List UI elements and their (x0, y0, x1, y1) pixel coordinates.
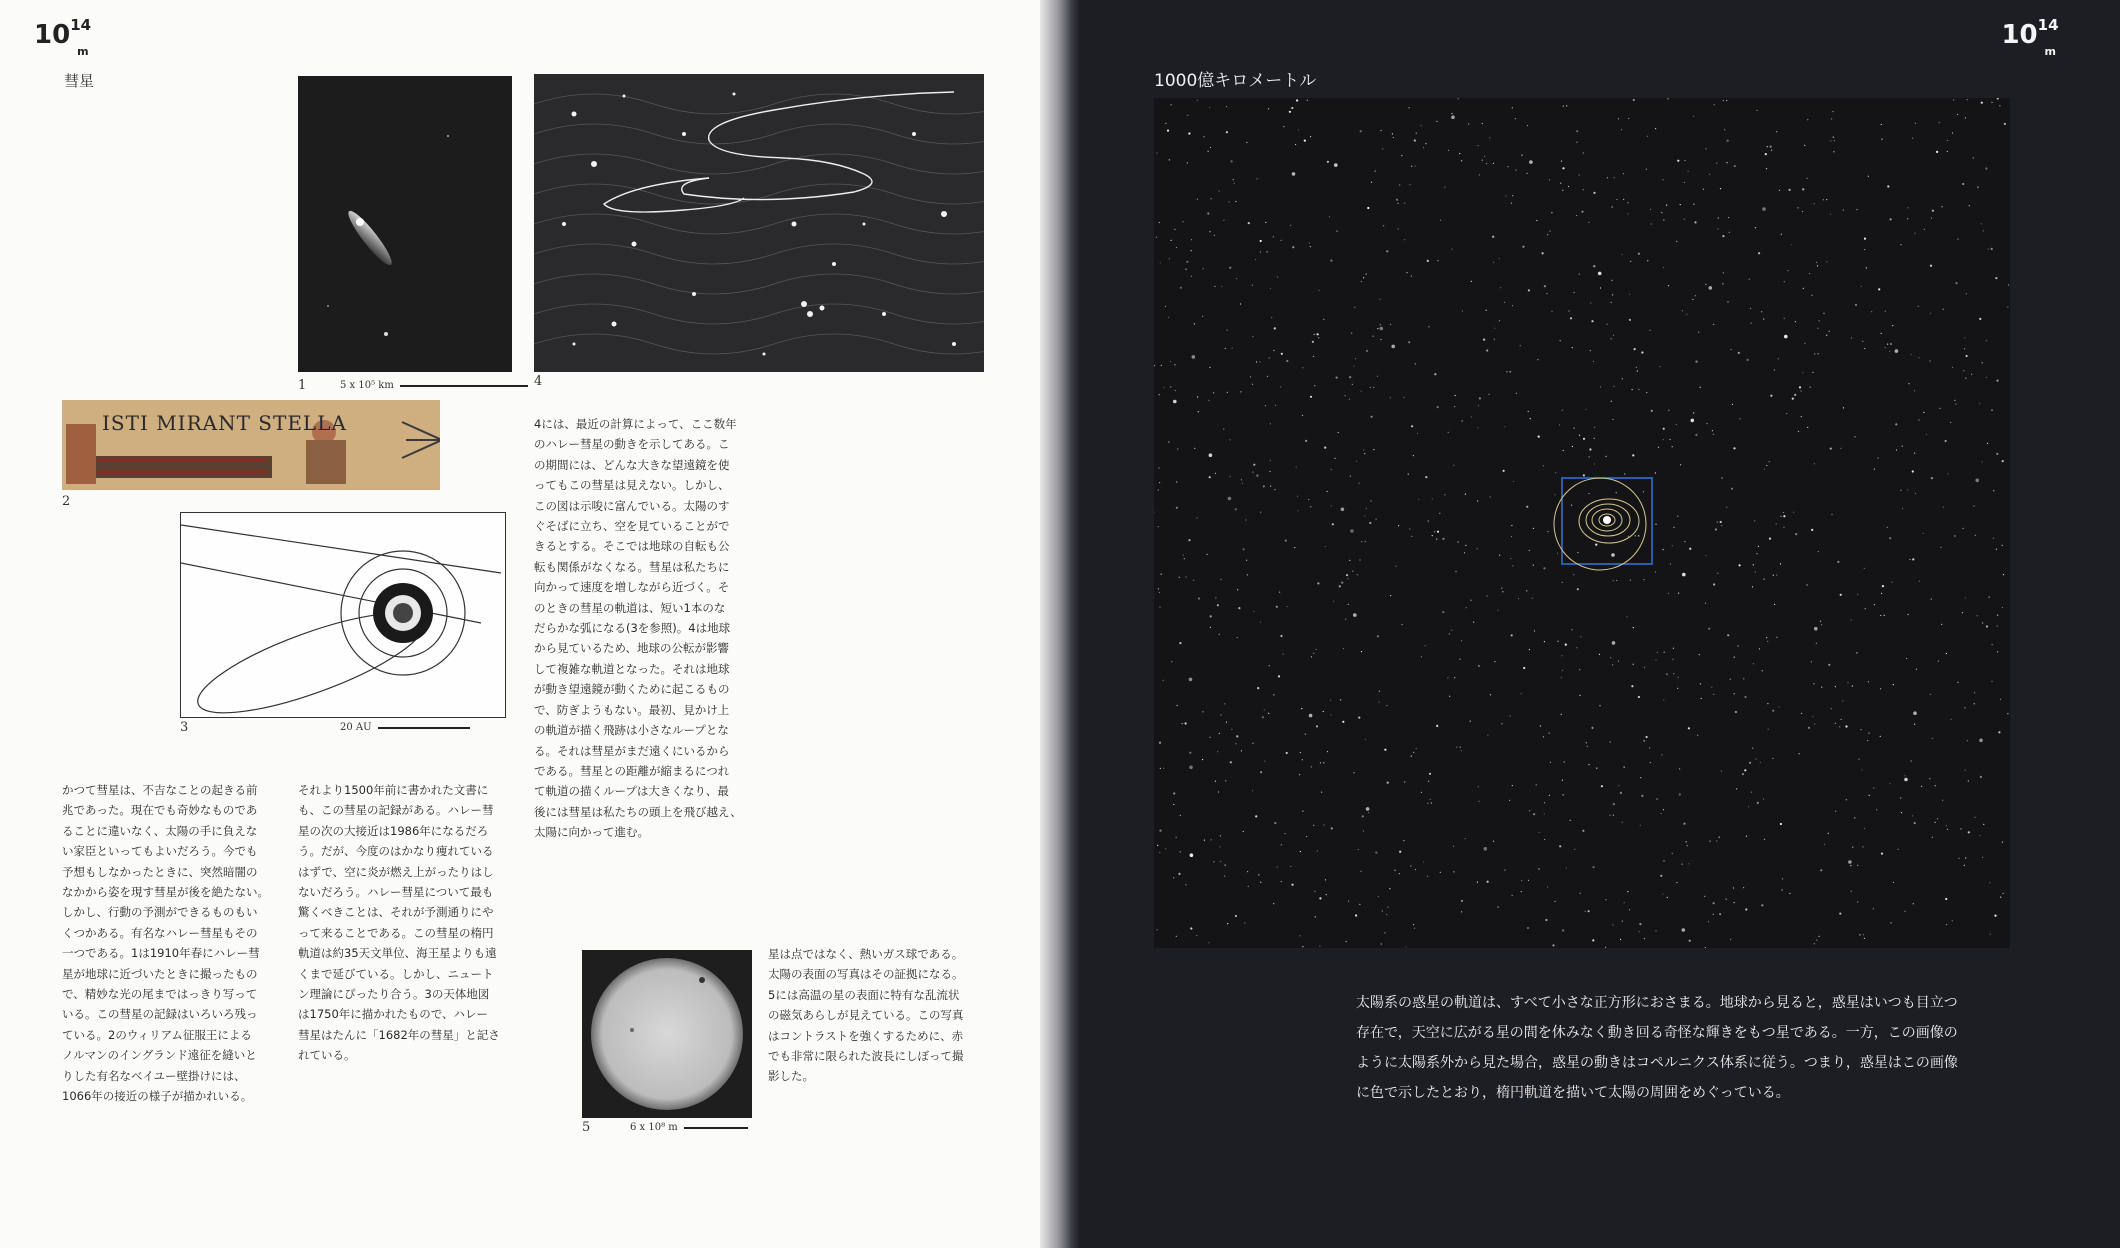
starfield-image (1154, 98, 2010, 948)
orbit-map-image (181, 513, 506, 718)
figure-1-comet-photo (298, 76, 512, 372)
sun-photo-image (582, 950, 752, 1118)
figure-1-scale-line (400, 385, 528, 387)
figure-3-scale-label: 20 AU (340, 722, 372, 733)
figure-2-bayeux-tapestry (62, 400, 440, 490)
figure-4-number: 4 (534, 374, 543, 389)
figure-3-orbit-map (180, 512, 506, 718)
tapestry-image (62, 400, 440, 490)
comet-photo-image (298, 76, 512, 372)
figure-5-scale-line (684, 1127, 748, 1129)
scale-heading-right: $10^{14}_m$ (2001, 16, 2059, 59)
figure-5-number: 5 (582, 1120, 591, 1135)
body-text-column-3: 4には、最近の計算によって、ここ数年 のハレー彗星の動きを示してある。こ の期間には、どんな大きな望遠鏡を使 ってもこの彗星は見えない。しかし、 この図は示唆に富んでいる。太陽のす ぐそばに立ち、空を見ていることがで きるとする。そこでは地球の自転も公 転も関係がなくなる。彗星は私たちに 向かって速度を増しながら近づく。そ のときの彗星の軌道は、短い1本のな だらかな弧になる(3を参照)。4は地球 から見ているため、地球の公転が影響 して複雑な軌道となった。それは地球 が動き望遠鏡が動くために起こるもの で、防ぎようもない。最初、見かけ上 の軌道が描く飛跡は小さなループとな る。それは彗星がまだ遠くにいるから である。彗星との距離が縮まるにつれ て軌道の描くループは大きくなり、最 後には彗星は私たちの頭上を飛び越え、 太陽に向かって進む。 (534, 417, 742, 840)
figure-3-scale-line (378, 727, 470, 729)
starfield-svg (1154, 98, 2010, 948)
figure-3-scalebar (340, 722, 470, 733)
figure-4-star-chart (534, 74, 984, 372)
tapestry-inscription: ISTI MIRANT STELLA (102, 411, 347, 435)
section-title-comet: 彗星 (64, 72, 95, 90)
figure-5-sun-photo (582, 950, 752, 1118)
sun-marker (1603, 516, 1611, 524)
figure-1-scalebar (340, 380, 528, 391)
body-text-column-2: それより1500年前に書かれた文書に も、この彗星の記録がある。ハレー彗 星の次の大接近は1986年になるだろ う。だが、今度のはかなり痩れている はずで、空に炎が燃え上がったりはし ないだろう。ハレー彗星について最も 驚くべきことは、それが予測通りにや って来ることである。この彗星の楕円 軌道は約35天文単位、海王星よりも遠 くまで延びている。しかし、ニュート ン理論にぴったり合う。3の天体地図 は1750年に描かれたもので、ハレー 彗星はたんに「1682年の彗星」と記さ れている。 (298, 783, 500, 1063)
figure-5-scale-label: 6 x 10⁸ m (630, 1122, 678, 1133)
figure-5-scalebar (630, 1122, 748, 1133)
figure-1-scale-label: 5 x 10⁵ km (340, 380, 394, 391)
star-chart-image (534, 74, 984, 372)
book-gutter (1040, 0, 1080, 1248)
figure-2-number: 2 (62, 494, 71, 509)
figure-3-number: 3 (180, 720, 189, 735)
page-title-distance: 1000億キロメートル (1154, 71, 1317, 91)
left-page (0, 0, 1050, 1248)
right-page (1080, 0, 2120, 1248)
scale-heading-left: $10^{14}_m$ (34, 16, 92, 59)
body-text-column-1: かつて彗星は、不吉なことの起きる前 兆であった。現在でも奇妙なものであ ることに違いなく、太陽の手に負えな い家臣といってもよいだろう。今でも 予想もしなかったときに、突然暗闇の なかから姿を現す彗星が後を絶たない。 しかし、行動の予測ができるものもい くつかある。有名なハレー彗星もその 一つである。1は1910年春にハレー彗 星が地球に近づいたときに撮ったもの で、精妙な光の尾まではっきり写って いる。この彗星の記録はいろいろ残っ ている。2のウィリアム征服王による ノルマンのイングランド遠征を縫いと りした有名なベイユー壁掛けには、 1066年の接近の様子が描かれいる。 (62, 783, 269, 1104)
right-page-caption: 太陽系の惑星の軌道は、すべて小さな正方形におさまる。地球から見ると，惑星はいつも目立つ 存在で，天空に広がる星の間を休みなく動き回る奇怪な輝きをもつ星である。一方，この画像の ように太陽系外から見た場合，惑星の動きはコペルニクス体系に従う。つまり，惑星はこの画像 に色で示したとおり，楕円軌道を描いて太陽の周囲をめぐっている。 (1356, 995, 1958, 1101)
body-text-figure-5: 星は点ではなく、熱いガス球である。 太陽の表面の写真はその証拠になる。 5には高温の星の表面に特有な乱流状 の磁気あらしが見えている。この写真 はコントラストを強くするために、赤 でも非常に限られた波長にしぼって撮 影した。 (768, 947, 964, 1084)
background-stars (1154, 98, 2009, 948)
figure-1-number: 1 (298, 378, 307, 393)
